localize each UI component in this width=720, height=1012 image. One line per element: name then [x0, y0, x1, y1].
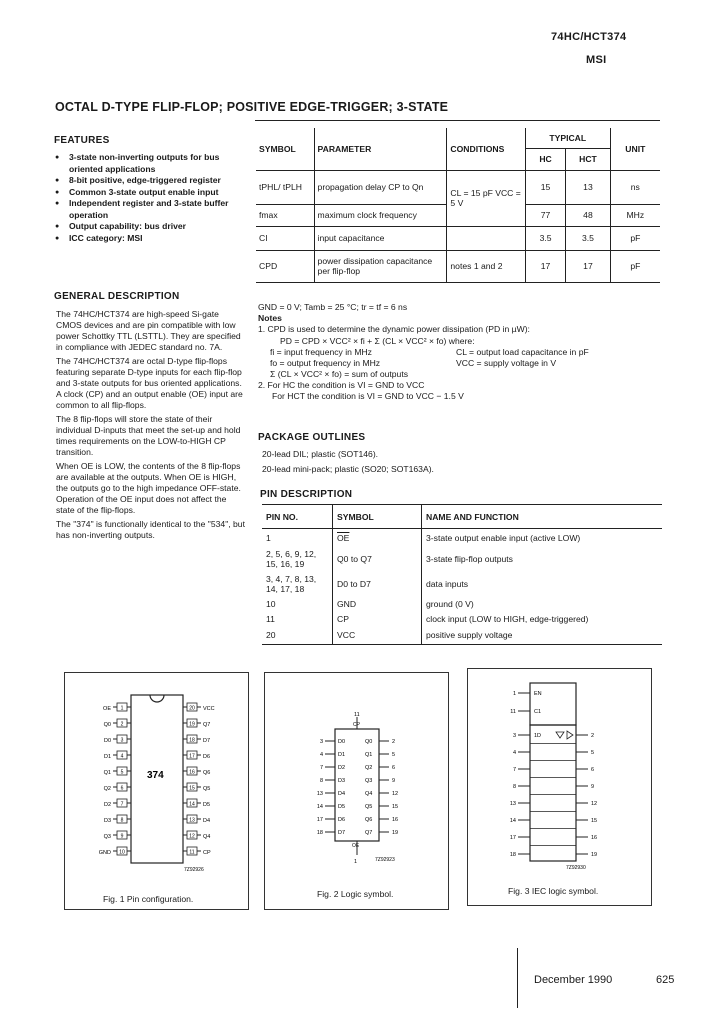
th-pin-no: PIN NO. — [262, 505, 333, 529]
note-line: For HCT the condition is VI = GND to VCC − 1.5 V — [272, 391, 464, 402]
note-line: fi = input frequency in MHz — [270, 346, 372, 357]
footer-rule — [517, 948, 518, 1008]
output-pin-number: 12 — [392, 791, 399, 797]
pin-name-right: D4 — [203, 818, 211, 824]
pin-no: 11 — [266, 614, 275, 624]
output-pin-number: 9 — [392, 778, 396, 784]
th-conditions: CONDITIONS — [447, 128, 525, 170]
output-label: Q4 — [365, 791, 373, 797]
pin-symbol: CP — [333, 612, 422, 627]
page-number: 625 — [656, 974, 675, 986]
footer-date: December 1990 — [534, 974, 613, 986]
control-label: EN — [534, 691, 542, 697]
th-pin-name: NAME AND FUNCTION — [422, 505, 663, 529]
pin-symbol: GND — [333, 597, 422, 612]
register-block — [530, 725, 576, 861]
general-paragraph: The 74HC/HCT374 are octal D-type flip-flops featuring separate D-type inputs for each flip-flop and 3-state outputs for bus oriented applications. A clock (CP) and an output enable (OE) input are common to all flip-flops. — [56, 356, 243, 410]
pin-symbol: VCC — [333, 627, 422, 645]
characteristics-table — [256, 128, 660, 283]
fig2-code: 7Z92923 — [375, 857, 395, 863]
title-rule — [255, 120, 660, 121]
input-pin-number: 13 — [316, 791, 323, 797]
pin-no: 2, 5, 6, 9, 12, 15, 16, 19 — [266, 549, 317, 569]
device-class: MSI — [586, 54, 607, 66]
notes-block — [258, 302, 658, 402]
pin-number-left: 4 — [120, 753, 124, 760]
pin-number-left: 5 — [120, 769, 124, 776]
output-pin-number: 19 — [591, 852, 598, 858]
note-line: CL = output load capacitance in pF — [456, 346, 589, 357]
feature-item: ● ICC category: MSI — [55, 233, 250, 245]
feature-item: ● 8-bit positive, edge-triggered register — [55, 175, 250, 187]
pin-number-left: 3 — [120, 737, 124, 744]
pin-number-right: 13 — [189, 817, 195, 824]
input-pin-number: 18 — [316, 830, 323, 836]
pin-no: 10 — [266, 599, 276, 609]
cell-conditions — [447, 226, 525, 250]
output-pin-number: 12 — [591, 801, 598, 807]
pin-number-right: 11 — [189, 849, 195, 856]
feature-item: ● Common 3-state output enable input — [55, 187, 250, 199]
output-pin-number: 5 — [591, 750, 595, 756]
oe-pin: 1 — [354, 859, 358, 865]
feature-item: ● 3-state non-inverting outputs for bus oriented applications — [55, 152, 250, 175]
cell-hc: 15 — [525, 170, 565, 204]
cell-parameter: propagation delay CP to Qn — [314, 170, 447, 204]
general-paragraph: The 74HC/HCT374 are high-speed Si-gate CMOS devices and are pin compatible with low power Schottky TTL (LSTTL). They are specified in compliance with JEDEC standard no. 7A. — [56, 309, 241, 352]
buffer-icon — [567, 731, 573, 739]
pin-number-left: 9 — [120, 833, 124, 840]
package-list — [262, 449, 642, 475]
cell-unit: pF — [610, 226, 660, 250]
pin-number-left: 7 — [120, 801, 124, 808]
pin-no: 1 — [266, 532, 271, 543]
notes-heading: Notes — [258, 313, 282, 324]
pin-number-right: 18 — [189, 737, 195, 744]
logic-symbol-diagram — [265, 673, 448, 878]
note-line: Σ (CL × VCC² × fo) = sum of outputs — [270, 368, 409, 379]
output-pin-number: 15 — [591, 818, 598, 824]
package-line: 20-lead mini-pack; plastic (SO20; SOT163A). — [262, 464, 434, 475]
cp-label: CP — [353, 722, 360, 728]
fig3-frame — [467, 668, 652, 906]
pin-heading: PIN DESCRIPTION — [260, 489, 353, 500]
note-line: VCC = supply voltage in V — [456, 357, 557, 368]
input-label: D0 — [338, 739, 346, 745]
output-label: Q3 — [365, 778, 373, 784]
output-pin-number: 2 — [591, 733, 595, 739]
cell-symbol: tPHL/ tPLH — [256, 170, 314, 204]
th-parameter: PARAMETER — [314, 128, 447, 170]
output-pin-number: 6 — [591, 767, 595, 773]
control-pin-number: 11 — [510, 709, 516, 715]
cell-hct: 3.5 — [566, 226, 610, 250]
cell-parameter: maximum clock frequency — [314, 204, 447, 226]
fig2-frame — [264, 672, 449, 910]
pin-name: 3-state flip-flop outputs — [422, 547, 663, 572]
data-input-label: 1D — [534, 733, 542, 739]
pin-name: positive supply voltage — [422, 627, 663, 645]
input-pin-number: 17 — [316, 817, 323, 823]
pin-name: 3-state output enable input (active LOW) — [422, 529, 663, 547]
input-label: D5 — [338, 804, 346, 810]
input-pin-number: 13 — [509, 801, 516, 807]
pin-name: clock input (LOW to HIGH, edge-triggered) — [422, 612, 663, 627]
output-label: Q1 — [365, 752, 373, 758]
pin-number-left: 8 — [120, 817, 124, 824]
pin-name-right: Q4 — [203, 834, 211, 840]
output-pin-number: 6 — [392, 765, 396, 771]
cell-hc: 77 — [525, 204, 565, 226]
input-pin-number: 4 — [319, 752, 323, 758]
note-line: 2. For HC the condition is VI = GND to VCC — [258, 380, 425, 391]
input-pin-number: 3 — [512, 733, 516, 739]
fig3-caption: Fig. 3 IEC logic symbol. — [508, 886, 599, 896]
cell-symbol: fmax — [256, 204, 314, 226]
cell-hct: 17 — [566, 250, 610, 282]
pin-configuration-diagram — [65, 673, 248, 883]
pin-name-left: D3 — [103, 818, 111, 824]
pin-name-right: Q7 — [203, 722, 211, 728]
general-heading: GENERAL DESCRIPTION — [54, 291, 180, 302]
input-label: D7 — [338, 830, 346, 836]
pin-number-right: 19 — [189, 721, 195, 728]
pin-name-left: Q0 — [103, 722, 111, 728]
pin-name-left: OE — [103, 706, 111, 712]
pin-name-left: Q1 — [103, 770, 111, 776]
output-label: Q0 — [365, 739, 373, 745]
input-label: D1 — [338, 752, 346, 758]
th-unit: UNIT — [610, 128, 660, 170]
input-label: D3 — [338, 778, 346, 784]
pin-name-right: Q5 — [203, 786, 211, 792]
output-pin-number: 2 — [392, 739, 396, 745]
input-pin-number: 14 — [316, 804, 323, 810]
output-label: Q6 — [365, 817, 373, 823]
part-number: 74HC/HCT374 — [551, 31, 627, 43]
pin-number-left: 1 — [120, 705, 124, 712]
th-hc: HC — [525, 148, 565, 170]
pin-name-right: D5 — [203, 802, 211, 808]
chip-label: 374 — [147, 770, 164, 781]
control-block — [530, 683, 576, 725]
cell-unit: ns — [610, 170, 660, 204]
fig2-caption: Fig. 2 Logic symbol. — [317, 889, 394, 899]
input-label: D2 — [338, 765, 346, 771]
pin-name-left: GND — [98, 850, 111, 856]
input-label: D6 — [338, 817, 346, 823]
cell-conditions: CL = 15 pF VCC = 5 V — [447, 170, 525, 226]
fig1-frame — [64, 672, 249, 910]
pin-name-right: Q6 — [203, 770, 211, 776]
general-paragraph: The 8 flip-flops will store the state of their individual D-inputs that meet the set-up and hold times requirements on the LOW-to-HIGH CP transition. — [56, 414, 241, 457]
cell-hct: 48 — [566, 204, 610, 226]
th-pin-symbol: SYMBOL — [333, 505, 422, 529]
note-line: PD = CPD × VCC² × fi + Σ (CL × VCC² × fo) where: — [280, 335, 475, 346]
cell-unit: pF — [610, 250, 660, 282]
cell-unit: MHz — [610, 204, 660, 226]
input-label: D4 — [338, 791, 346, 797]
input-pin-number: 8 — [512, 784, 516, 790]
package-line: 20-lead DIL; plastic (SOT146). — [262, 449, 379, 459]
control-label: C1 — [534, 709, 542, 715]
input-pin-number: 8 — [319, 778, 323, 784]
iec-logic-symbol-diagram — [468, 669, 651, 874]
pin-name: data inputs — [422, 572, 663, 597]
output-pin-number: 15 — [392, 804, 399, 810]
cell-hc: 3.5 — [525, 226, 565, 250]
cell-parameter: power dissipation capacitance per flip-flop — [314, 250, 447, 282]
output-pin-number: 16 — [591, 835, 598, 841]
input-pin-number: 7 — [319, 765, 323, 771]
pin-name-right: CP — [203, 850, 211, 856]
pin-number-left: 6 — [120, 785, 124, 792]
features-list — [55, 152, 250, 244]
pin-number-left: 2 — [120, 721, 124, 728]
output-pin-number: 16 — [392, 817, 399, 823]
input-pin-number: 7 — [512, 767, 516, 773]
output-label: Q5 — [365, 804, 373, 810]
pin-name-left: Q2 — [103, 786, 111, 792]
general-paragraph: The "374" is functionally identical to the "534", but has non-inverting outputs. — [56, 519, 245, 540]
three-state-icon — [556, 732, 564, 738]
input-pin-number: 18 — [509, 852, 516, 858]
note-line: fo = output frequency in MHz — [270, 357, 381, 368]
cell-conditions: notes 1 and 2 — [447, 250, 525, 282]
output-pin-number: 9 — [591, 784, 595, 790]
th-symbol: SYMBOL — [256, 128, 314, 170]
feature-item: ● Independent register and 3-state buffer operation — [55, 198, 250, 221]
logic-block — [335, 729, 379, 841]
pin-number-right: 20 — [189, 705, 195, 712]
feature-item: ● Output capability: bus driver — [55, 221, 250, 233]
cp-pin: 11 — [354, 712, 360, 718]
features-heading: FEATURES — [54, 135, 110, 146]
input-pin-number: 3 — [319, 739, 323, 745]
oe-label: OE — [352, 843, 360, 849]
pin-name-left: Q3 — [103, 834, 111, 840]
pin-number-right: 17 — [189, 753, 195, 760]
chip-notch — [150, 695, 164, 702]
output-label: Q7 — [365, 830, 373, 836]
cell-symbol: CPD — [256, 250, 314, 282]
th-hct: HCT — [566, 148, 610, 170]
note-line: 1. CPD is used to determine the dynamic power dissipation (PD in µW): — [258, 324, 530, 335]
cell-hc: 17 — [525, 250, 565, 282]
pin-name-left: D1 — [103, 754, 111, 760]
pin-name: ground (0 V) — [422, 597, 663, 612]
pin-name-right: VCC — [203, 706, 215, 712]
input-pin-number: 17 — [509, 835, 516, 841]
pin-number-right: 15 — [189, 785, 195, 792]
output-label: Q2 — [365, 765, 373, 771]
pin-name-right: D6 — [203, 754, 211, 760]
pin-name-left: D0 — [103, 738, 111, 744]
cell-parameter: input capacitance — [314, 226, 447, 250]
pin-symbol: D0 to D7 — [333, 572, 422, 597]
pin-number-left: 10 — [119, 849, 125, 856]
pin-number-right: 12 — [189, 833, 195, 840]
pin-no: 20 — [262, 627, 333, 645]
pin-number-right: 14 — [189, 801, 195, 808]
test-conditions: GND = 0 V; Tamb = 25 °C; tr = tf = 6 ns — [258, 302, 408, 312]
pin-name-right: D7 — [203, 738, 211, 744]
fig3-code: 7Z92930 — [566, 865, 586, 871]
cell-symbol: CI — [256, 226, 314, 250]
fig1-code: 7Z92926 — [184, 867, 204, 873]
th-typical: TYPICAL — [525, 128, 610, 148]
general-paragraph: When OE is LOW, the contents of the 8 flip-flops are available at the outputs. When OE is HIGH, the outputs go to the high impedance OFF-state. Operation of the OE input does not affect the state of the flip-flops. — [56, 461, 241, 515]
fig1-caption: Fig. 1 Pin configuration. — [103, 894, 194, 904]
general-description — [56, 309, 246, 541]
input-pin-number: 14 — [509, 818, 516, 824]
package-heading: PACKAGE OUTLINES — [258, 432, 366, 443]
pin-symbol: Q0 to Q7 — [333, 547, 422, 572]
output-pin-number: 19 — [392, 830, 399, 836]
output-pin-number: 5 — [392, 752, 396, 758]
pin-name-left: D2 — [103, 802, 111, 808]
page-title: OCTAL D-TYPE FLIP-FLOP; POSITIVE EDGE-TRIGGER; 3-STATE — [55, 100, 449, 114]
pin-number-right: 16 — [189, 769, 195, 776]
control-pin-number: 1 — [512, 691, 516, 697]
input-pin-number: 4 — [512, 750, 516, 756]
pin-symbol: $\overline{OE}$ — [333, 529, 422, 547]
pin-table — [262, 504, 662, 645]
pin-no: 3, 4, 7, 8, 13, 14, 17, 18 — [266, 574, 317, 594]
cell-hct: 13 — [566, 170, 610, 204]
